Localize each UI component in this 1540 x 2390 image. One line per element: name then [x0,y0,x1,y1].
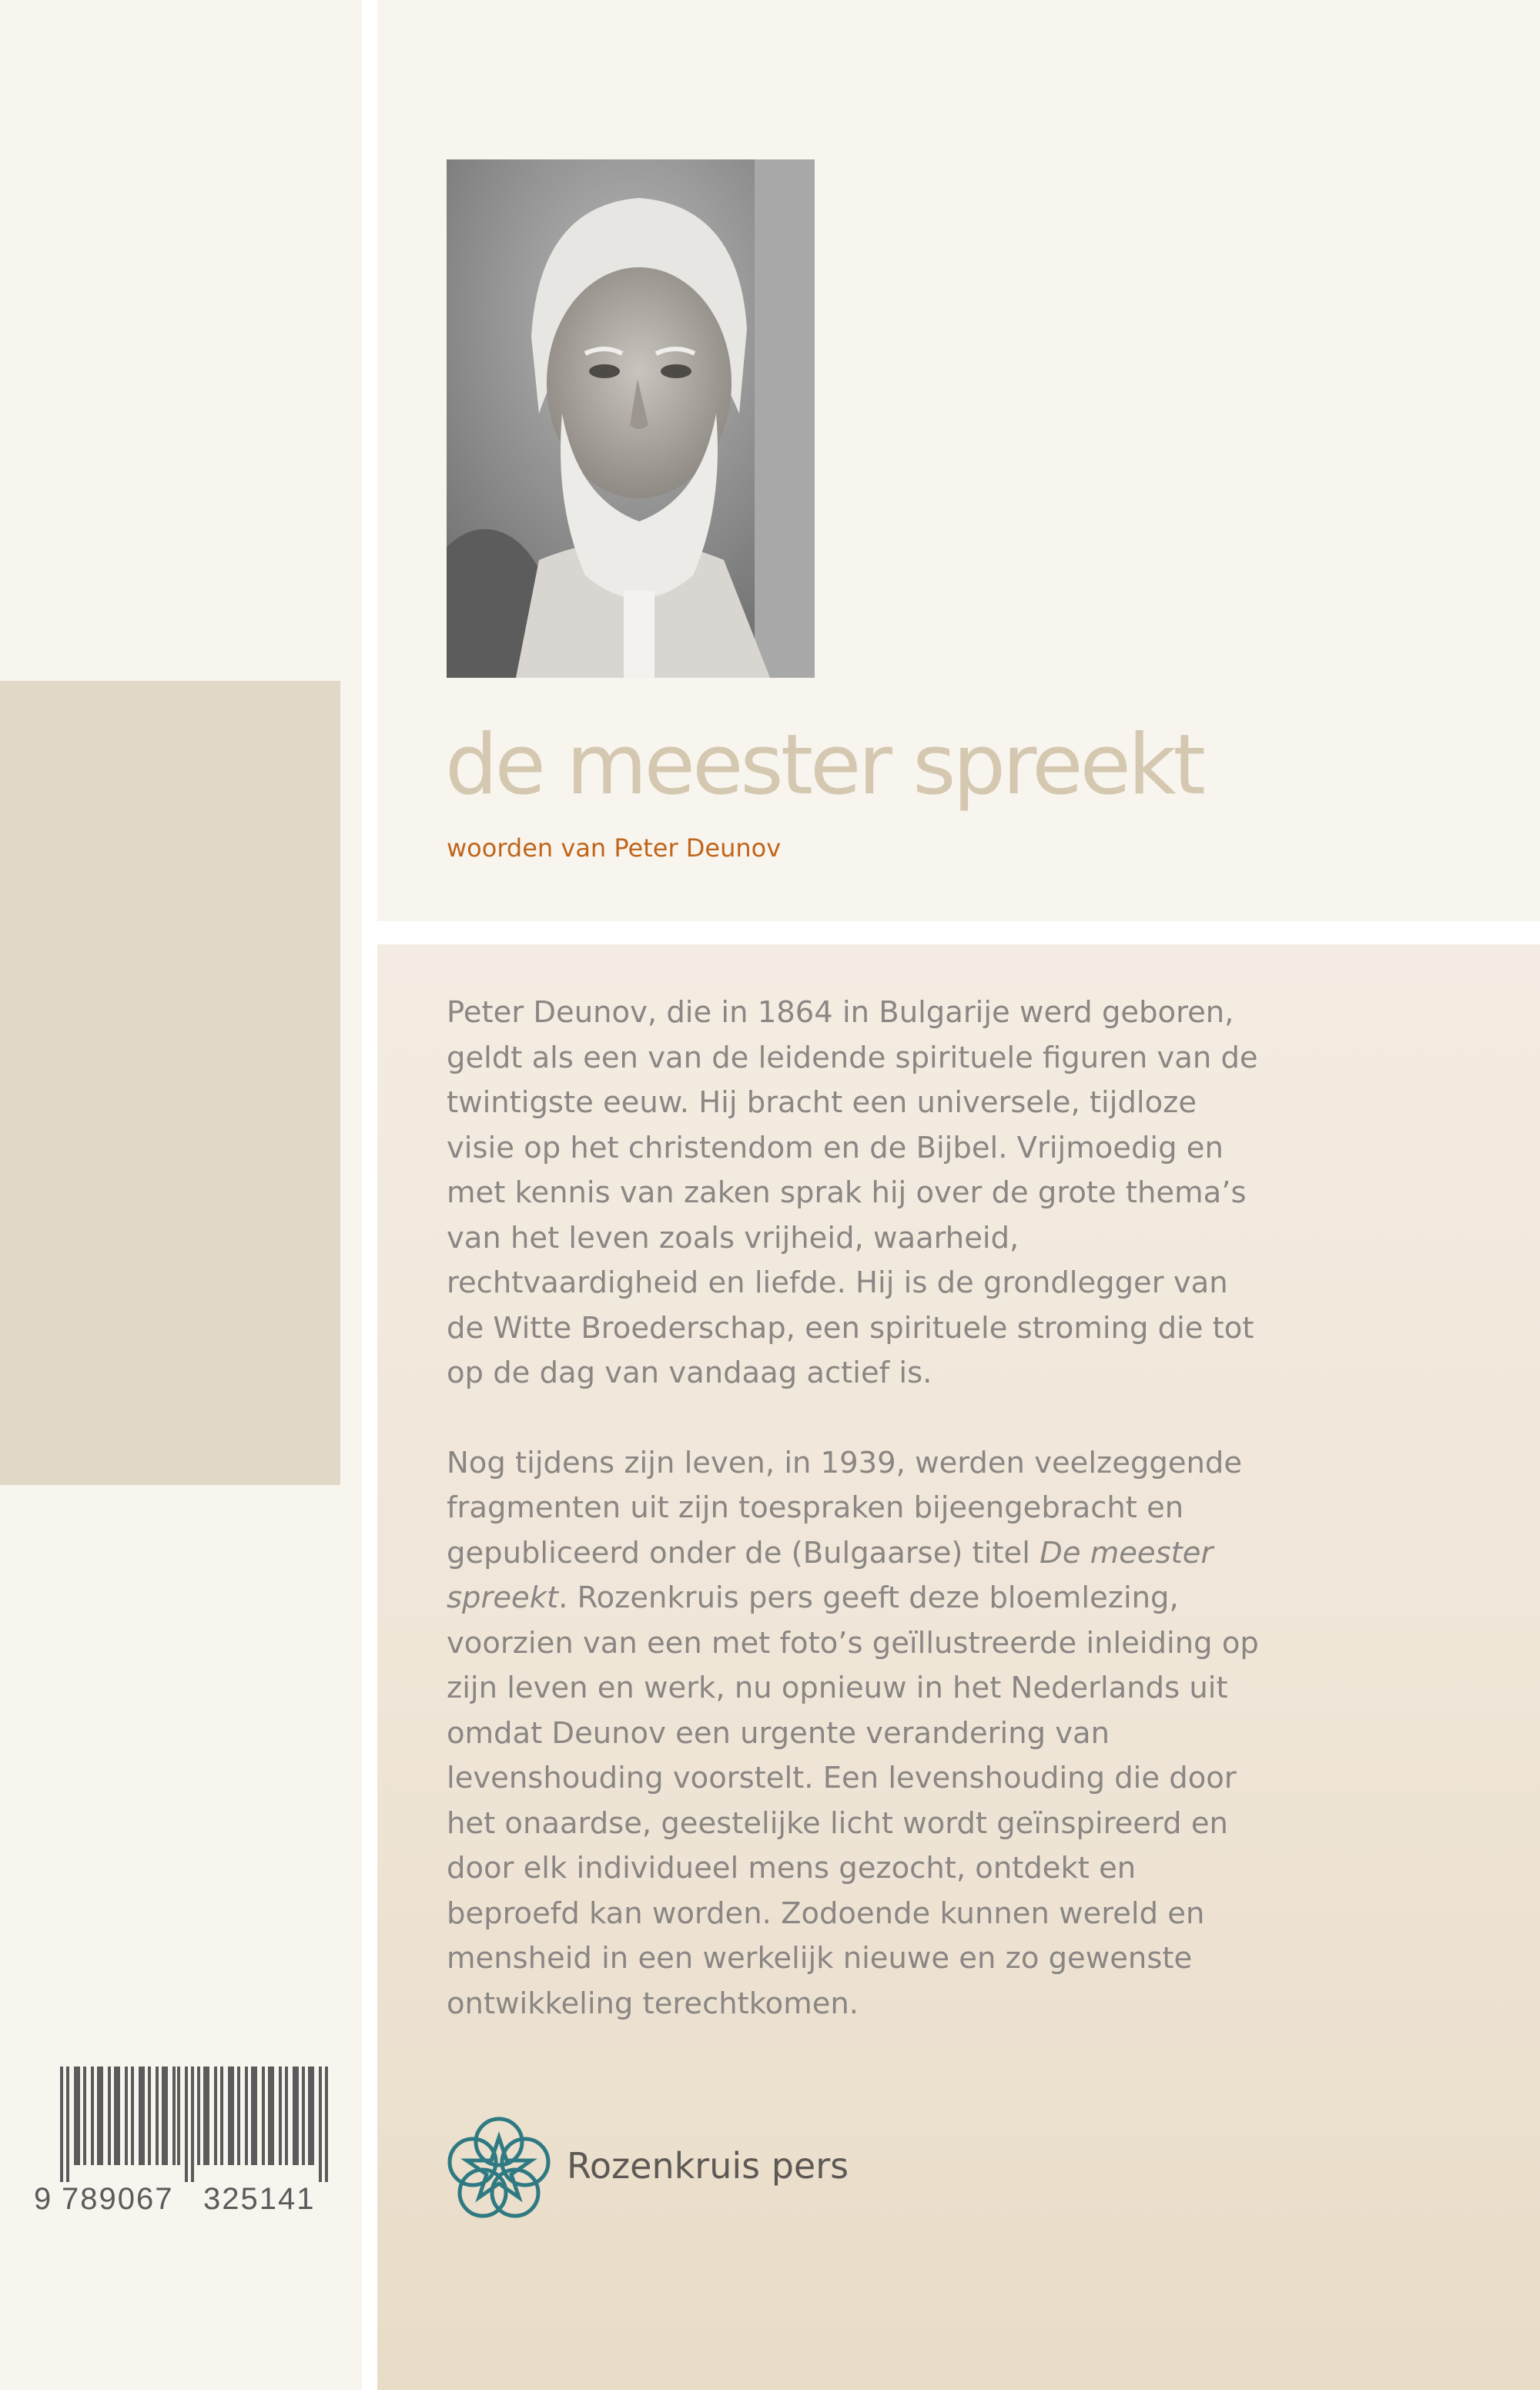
column-gutter [362,0,377,2390]
portrait-image-icon [447,159,815,678]
barcode-bars-icon [23,2067,346,2182]
blurb-paragraph-2-start: Nog tijdens zijn leven, in 1939, werden veelzeggende fragmenten uit zijn toespraken bijeengebracht en gepubliceerd onder de (Bulgaarse) titel [447,1445,1243,1570]
spine-color-block [0,681,340,1485]
book-title: de meester spreekt [445,717,1203,813]
back-cover-blurb [447,991,1270,2071]
isbn-barcode [23,2067,346,2221]
publisher-imprint [445,2114,984,2227]
blurb-paragraph-2-end: . Rozenkruis pers geeft deze bloemlezing, voorzien van een met foto’s geïllustreerde inleiding op zijn leven en werk, nu opnieuw in het Nederlands uit omdat Deunov een urgente verandering van levenshouding voorstelt. Een levenshouding die door het onaardse, geestelijke licht wordt geïnspireerd en door elk individueel mens gezocht, ontdekt en beproefd kan worden. Zodoende kunnen wereld en mensheid in een werkelijk nieuwe en zo gewenste ontwikkeling terechtkomen. [447,1580,1259,2021]
blurb-italic-title: De meester spreekt [447,1535,1214,1615]
author-portrait-photo [447,159,815,678]
isbn-digits-group-2: 325141 [203,2182,316,2216]
book-subtitle: woorden van Peter Deunov [447,833,782,863]
isbn-first-digit: 9 [34,2182,52,2216]
blurb-paragraph-1: Peter Deunov, die in 1864 in Bulgarije werd geboren, geldt als een van de leidende spirituele figuren van de twintigste eeuw. Hij bracht een universele, tijdloze visie op het christendom en de Bijbel. Vrijmoedig en met kennis van zaken sprak hij over de grote thema’s van het leven zoals vrijheid, waarheid, rechtvaardigheid en liefde. Hij is de grondlegger van de Witte Broederschap, een spirituele stroming die tot op de dag van vandaag actief is. [447,995,1258,1390]
isbn-digits-group-1: 789067 [62,2182,174,2216]
publisher-name: Rozenkruis pers [567,2145,849,2187]
panel-divider [377,921,1540,944]
blurb-paragraph-2 [447,1441,1270,2027]
rose-cross-star-logo-icon [445,2114,553,2222]
